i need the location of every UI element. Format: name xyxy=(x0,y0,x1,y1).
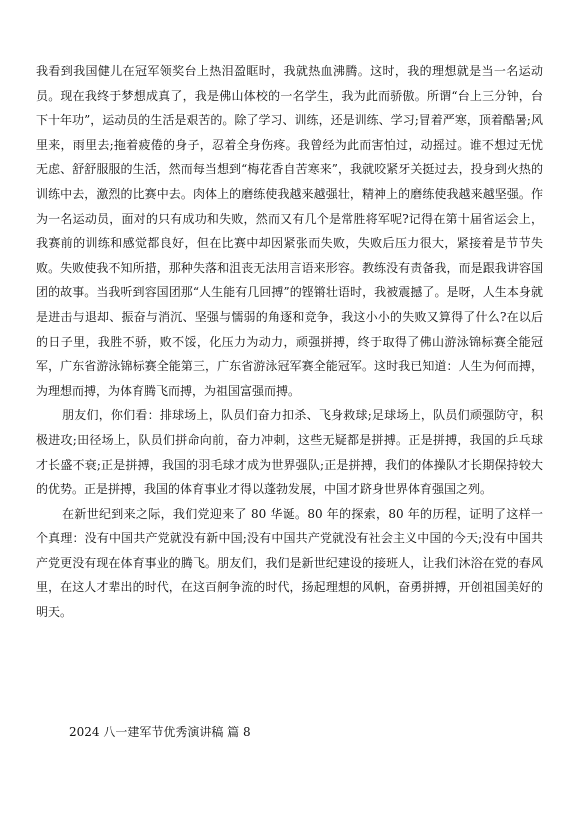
section-heading: 2024 八一建军节优秀演讲稿 篇 8 xyxy=(69,725,251,739)
paragraph-athlete-story: 我看到我国健儿在冠军领奖台上热泪盈眶时，我就热血沸腾。这时，我的理想就是当一名运动员。现在我终于梦想成真了，我是佛山体校的一名学生，我为此而骄傲。所谓“台上三分钟，台下十年功”，运动员的生活是艰苦的。除了学习、训练，还是训练、学习;冒着严寒，顶着酷暑;风里来，雨里去;拖着疲倦的身子，忍着全身伤疼。我曾经为此而害怕过，动摇过。谁不想过无忧无虑、舒舒服服的生活，然而每当想到“梅花香自苦寒来”，我就咬紧牙关挺过去，投身到火热的训练中去，激烈的比赛中去。肉体上的磨练使我越来越强壮，精神上的磨练使我越来越坚强。作为一名运动员，面对的只有成功和失败，然而又有几个是常胜将军呢?记得在第十届省运会上，我赛前的训练和感觉都良好，但在比赛中却因紧张而失败，失败后压力很大，紧接着是节节失败。失败使我不知所措，那种失落和沮丧无法用言语来形容。教练没有责备我，而是跟我讲容国团的故事。当我听到容国团那“人生能有几回搏”的铿锵壮语时，我被震撼了。是呀，人生本身就是进击与退却、振奋与消沉、坚强与懦弱的角逐和竞争，我这小小的失败又算得了什么?在以后的日子里，我胜不骄，败不馁，化压力为动力，顽强拼搏，终于取得了佛山游泳锦标赛全能冠军，广东省游泳锦标赛全能第三，广东省游泳冠军赛全能冠军。这时我已知道：人生为何而搏，为理想而搏，为体育腾飞而搏，为祖国富强而搏。 xyxy=(36,64,543,398)
document-body xyxy=(36,59,543,625)
paragraph-party-anniversary: 在新世纪到来之际，我们党迎来了 80 华诞。80 年的探索，80 年的历程，证明了这样一个真理：没有中国共产党就没有新中国;没有中国共产党就没有社会主义中国的今天;没有中国共产党更没有现在体育事业的腾飞。朋友们，我们是新世纪建设的接班人，让我们沐浴在党的春风里，在这人才辈出的时代，在这百舸争流的时代，扬起理想的风帆，奋勇拼搏，开创祖国美好的明天。 xyxy=(36,506,543,620)
paragraph-sports-spirit: 朋友们，你们看：排球场上，队员们奋力扣杀、飞身救球;足球场上，队员们顽强防守，积极进攻;田径场上，队员们拼命向前，奋力冲刺，这些无疑都是拼搏。正是拼搏，我国的乒乓球才长盛不衰;正是拼搏，我国的羽毛球才成为世界强队;正是拼搏，我们的体操队才长期保持较大的优势。正是拼搏，我国的体育事业才得以蓬勃发展，中国才跻身世界体育强国之列。 xyxy=(36,408,543,497)
